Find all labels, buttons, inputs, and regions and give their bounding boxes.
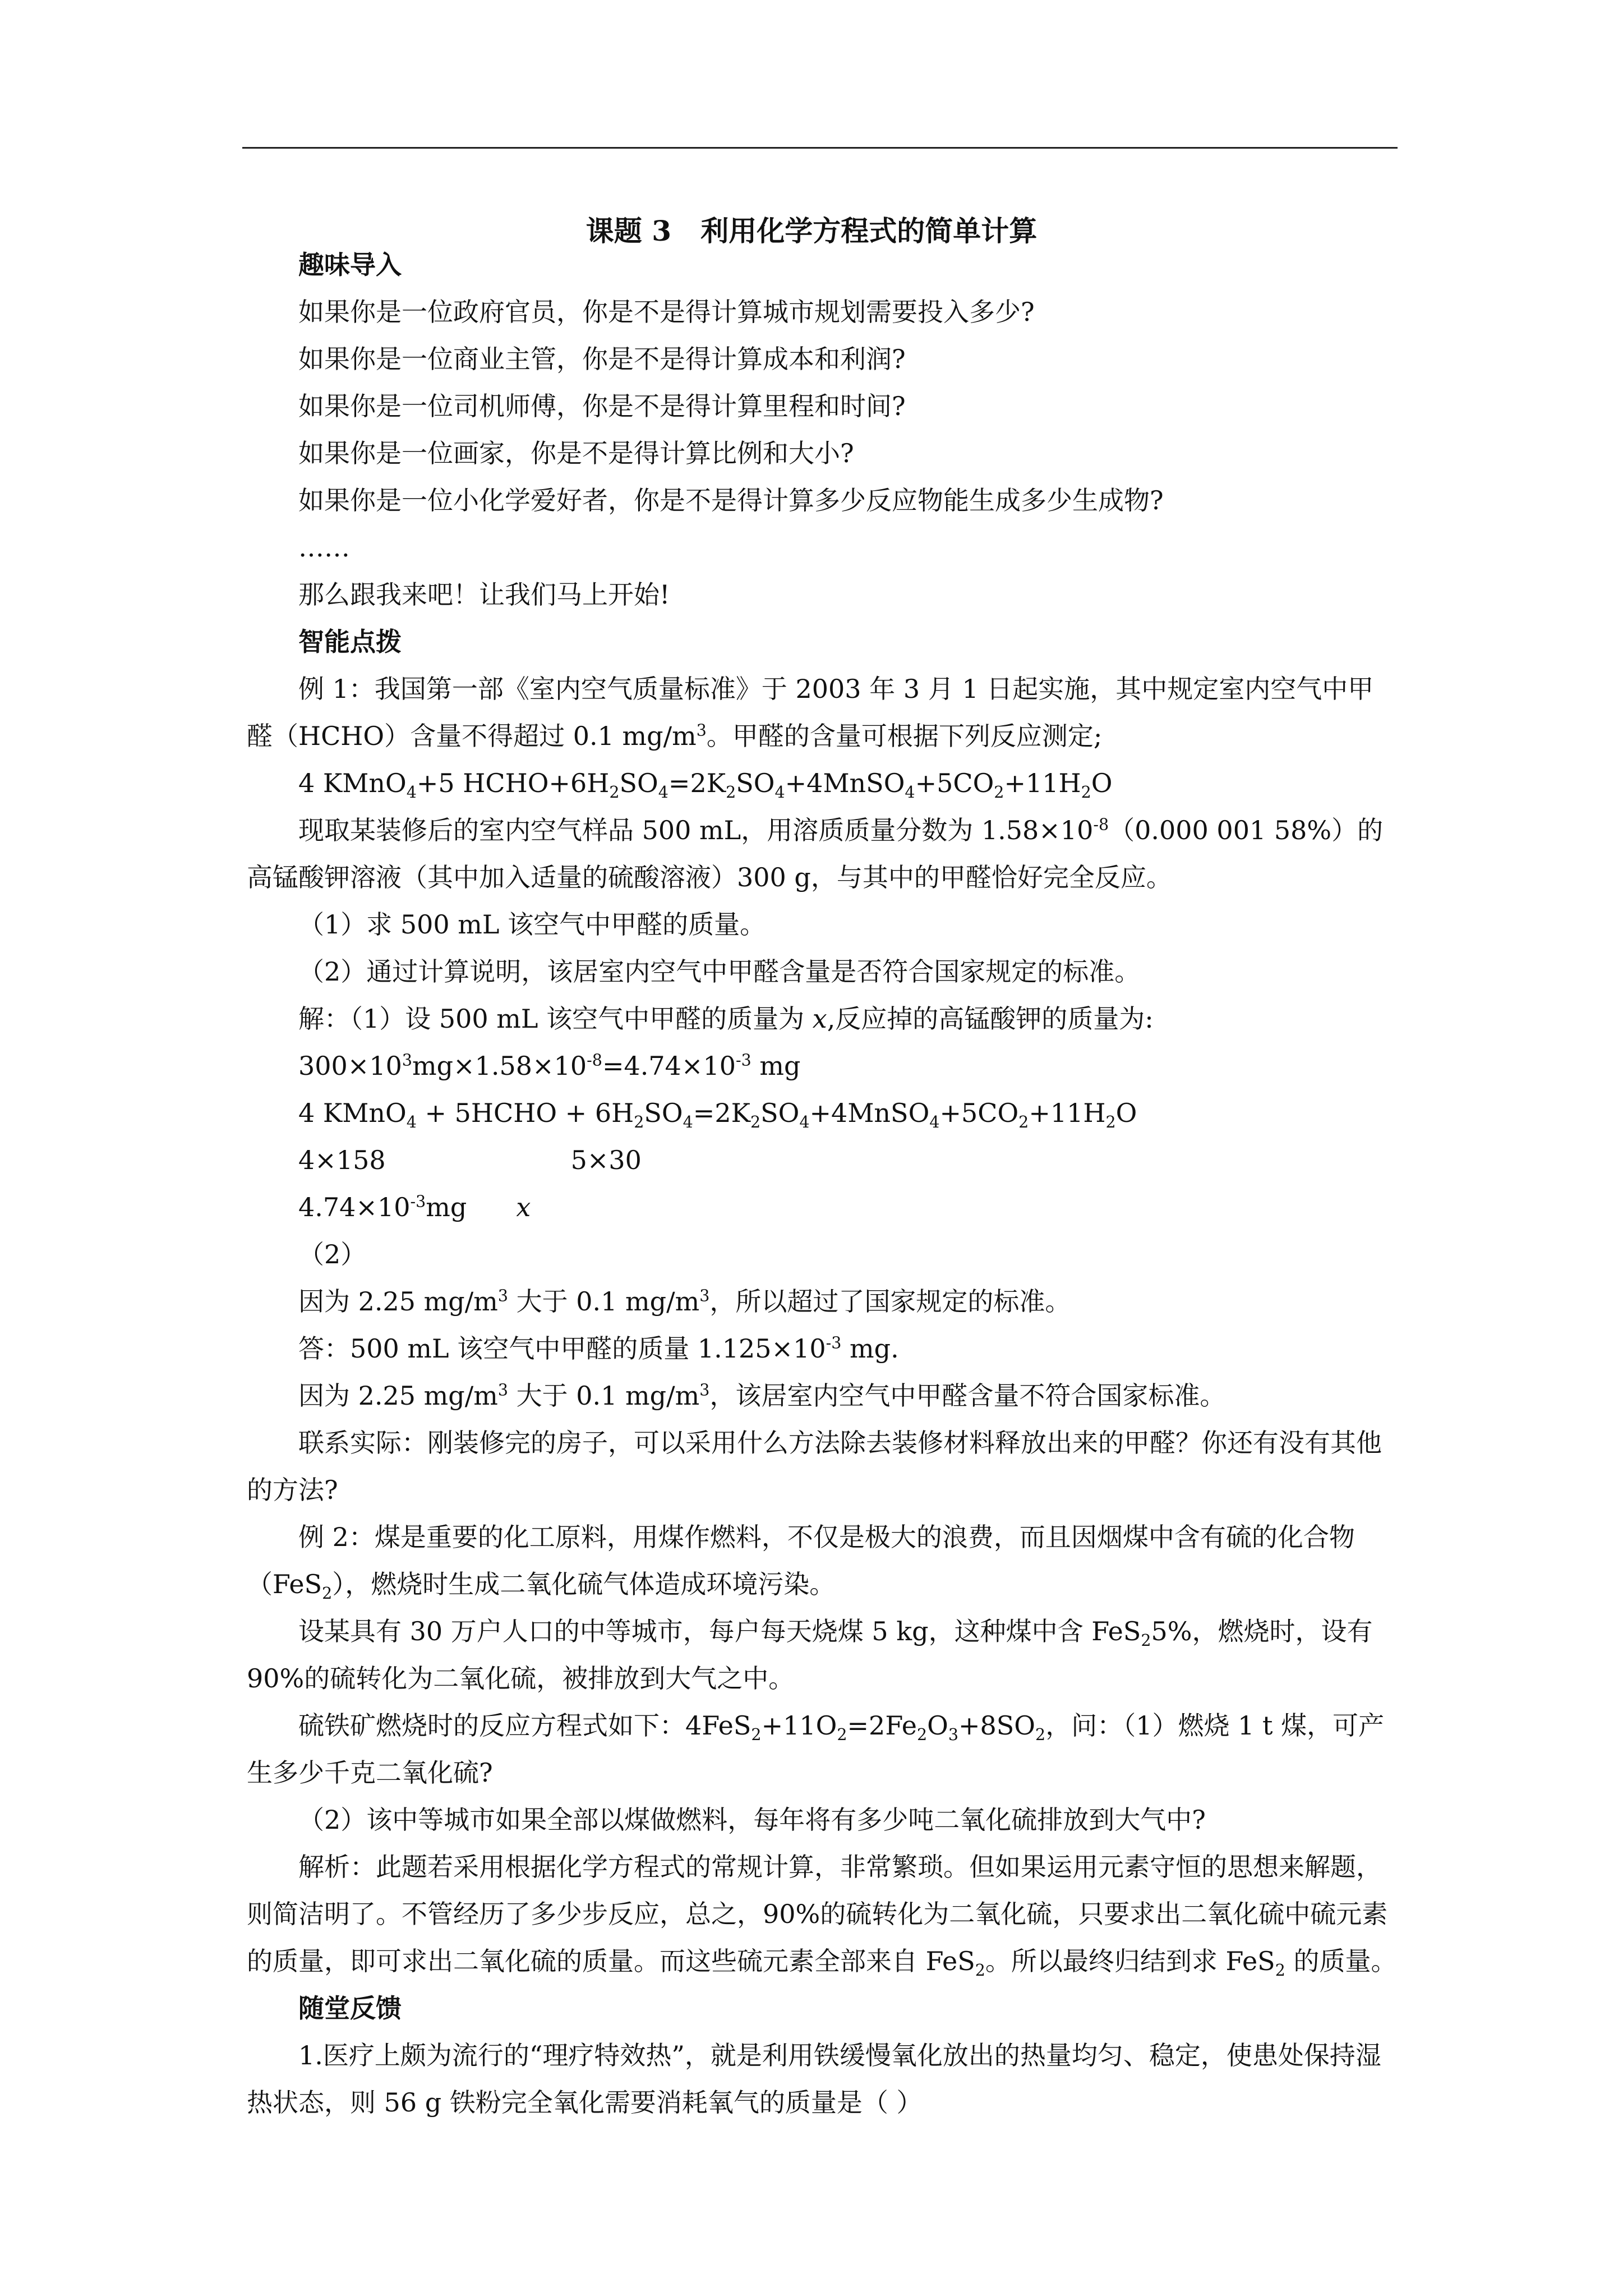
known-line: $4.74\times 10^{-3}mg$ x [298, 1192, 531, 1222]
example2-intro: 例 2：煤是重要的化工原料，用煤作燃料，不仅是极大的浪费，而且因烟煤中含有硫的化合物（FeS$_2$），燃烧时生成二氧化硫气体造成环境污染。 [247, 1522, 1355, 1603]
example2-analysis: 解析：此题若采用根据化学方程式的常规计算，非常繁琐。但如果运用元素守恒的思想来解题，则简洁明了。不管经历了多少步反应，总之，90%的硫转化为二氧化硫，只要求出二氧化硫中硫元素的质量，即可求出二氧化硫的质量。而这些硫元素全部来自 FeS$_2$。所以最终归结到求 FeS$_2$ 的质量。 [247, 1852, 1397, 1980]
equation-1: 4 KMnO$_4$+5 $HCHO+6H_2SO_4=2K_2SO_4+4MnSO_4+5CO_2+11H_2O$ [298, 768, 1113, 802]
example2-reaction: 硫铁矿燃烧时的反应方程式如下：$4FeS_2+11O_2=2Fe_2O_3+8SO_2$，问：（1）燃烧 1 t 煤，可产生多少千克二氧化硫? [247, 1710, 1385, 1788]
answer-line: 答：500 mL 该空气中甲醛的质量 $1.125\times 10^{-3}$ mg. [298, 1333, 899, 1364]
part-2-label: （2） [298, 1239, 367, 1269]
because-line-1: 因为 2.25 $mg/m^3$ 大于 0.1 $mg/m^3$，所以超过了国家规定的标准。 [298, 1286, 1071, 1317]
example1-sample: 现取某装修后的室内空气样品 500 mL，用溶质质量分数为 $1.58\times 10^{-8}(0.000$ 001 58%）的高锰酸钾溶液（其中加入适量的硫酸溶液）300 g，与其中的甲醛恰好完全反应。 [247, 815, 1384, 892]
document-body [247, 241, 1398, 2126]
example1-question-2: （2）通过计算说明，该居室内空气中甲醛含量是否符合国家规定的标准。 [298, 956, 1141, 987]
intro-line: 如果你是一位小化学爱好者，你是不是得计算多少反应物能生成多少生成物? [298, 485, 1164, 516]
intro-line: 那么跟我来吧！让我们马上开始! [298, 579, 670, 610]
example2-question-2: （2）该中等城市如果全部以煤做燃料，每年将有多少吨二氧化硫排放到大气中? [298, 1805, 1206, 1835]
intro-line: 如果你是一位商业主管，你是不是得计算成本和利润? [298, 344, 906, 374]
section-heading-intro: 趣味导入 [298, 250, 402, 280]
example1-intro: 例 1：我国第一部《室内空气质量标准》于 2003 年 3 月 1 日起实施，其中规定室内空气中甲醛（HCHO）含量不得超过 0.1 $mg/m^3$。甲醛的含量可根据下列反应测定; [247, 674, 1374, 751]
solution-setup: 解：（1）设 500 mL 该空气中甲醛的质量为 x,反应掉的高锰酸钾的质量为: [298, 1004, 1154, 1034]
ratio-line: 4×158 5×30 [298, 1145, 642, 1175]
feedback-question-1: 1.医疗上颇为流行的“理疗特效热”，就是利用铁缓慢氧化放出的热量均匀、稳定，使患处保持湿热状态，则 56 g 铁粉完全氧化需要消耗氧气的质量是（ ） [247, 2040, 1381, 2118]
solution-calc: $300\times 10^3mg\times 1.58\times 10^{-8}=4.74\times 10^{-3}$ mg [298, 1051, 801, 1081]
intro-line: 如果你是一位政府官员，你是不是得计算城市规划需要投入多少? [298, 297, 1035, 327]
intro-line: 如果你是一位司机师傅，你是不是得计算里程和时间? [298, 391, 906, 421]
intro-line: 如果你是一位画家，你是不是得计算比例和大小? [298, 438, 854, 468]
header-rule [242, 147, 1398, 149]
equation-2: 4 KMnO$_4$ + 5HCHO + $6H_2SO_4=2K_2SO_4+4MnSO_4+5CO_2+11H_2O$ [298, 1098, 1137, 1132]
intro-ellipsis: …… [298, 532, 350, 563]
page-title: 课题 3 利用化学方程式的简单计算 [585, 214, 1038, 247]
example2-setup: 设某具有 30 万户人口的中等城市，每户每天烧煤 5 kg，这种煤中含 FeS$_2$5%，燃烧时，设有 90%的硫转化为二氧化硫，被排放到大气之中。 [247, 1616, 1373, 1694]
section-heading-feedback: 随堂反馈 [298, 1993, 402, 2023]
example1-question-1: （1）求 500 mL 该空气中甲醛的质量。 [298, 909, 766, 940]
section-heading-guide: 智能点拨 [298, 627, 402, 657]
because-line-2: 因为 2.25 $mg/m^3$ 大于 0.1 $mg/m^3$，该居室内空气中甲醛含量不符合国家标准。 [298, 1381, 1226, 1411]
practice-question: 联系实际：刚装修完的房子，可以采用什么方法除去装修材料释放出来的甲醛？你还有没有其他的方法? [247, 1428, 1382, 1505]
